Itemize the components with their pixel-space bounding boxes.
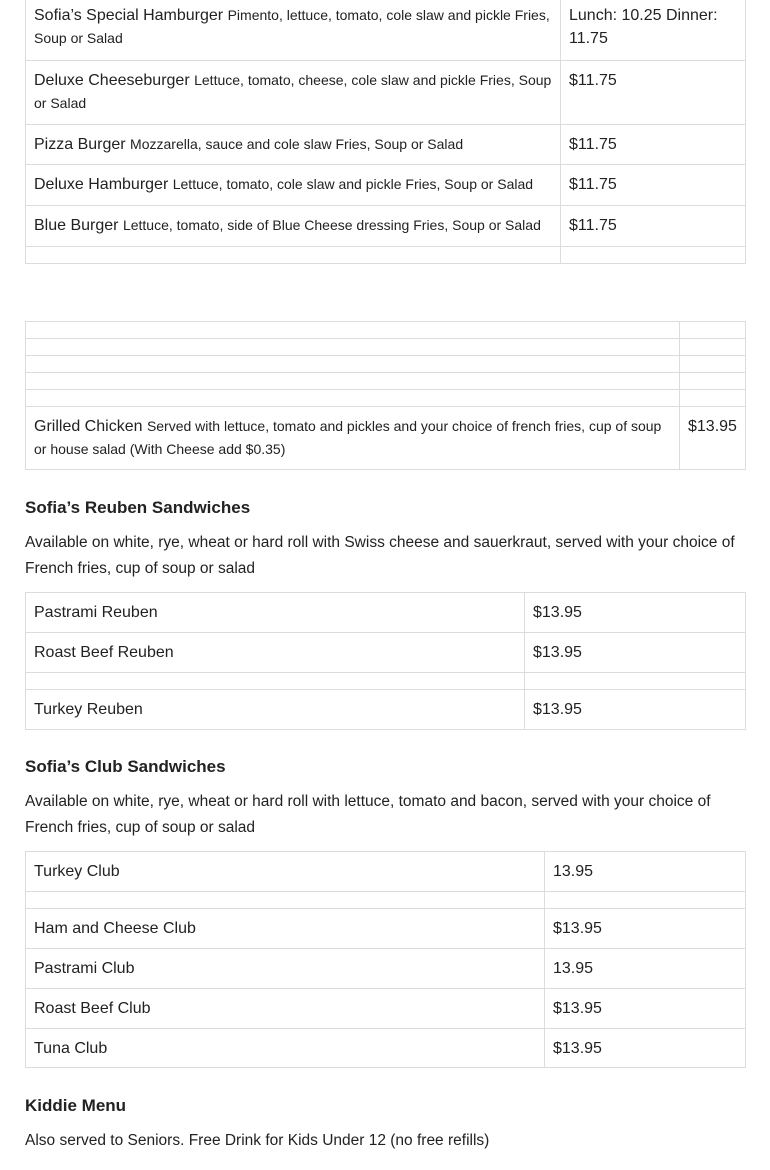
menu-item-name: Deluxe Cheeseburger	[34, 72, 190, 89]
section-heading-kiddie: Kiddie Menu	[25, 1096, 127, 1115]
menu-item-price: $11.75	[561, 165, 746, 206]
section-heading-reuben: Sofia’s Reuben Sandwiches	[25, 498, 251, 517]
menu-item-cell	[26, 0, 561, 61]
menu-item-cell	[26, 61, 561, 125]
menu-item-name: Blue Burger	[34, 217, 119, 234]
menu-item-description: Lettuce, tomato, cheese, cole slaw and pickle Fries, Soup or Salad	[34, 72, 552, 111]
section-intro-club: Available on white, rye, wheat or hard roll with lettuce, tomato and bacon, served with your choice of French fries, cup of soup or salad	[25, 793, 711, 836]
reuben-table	[25, 592, 746, 730]
menu-item-cell	[26, 407, 680, 470]
table-row	[26, 909, 746, 949]
menu-item-description: Pimento, lettuce, tomato, cole slaw and pickle Fries, Soup or Salad	[34, 7, 550, 46]
menu-item-price: $13.95	[525, 690, 746, 730]
menu-item-name: Pastrami Club	[26, 949, 545, 989]
menu-item-name: Roast Beef Club	[26, 989, 545, 1029]
table-row	[26, 165, 746, 206]
club-table	[25, 851, 746, 1068]
table-row	[26, 407, 746, 470]
menu-item-price: 13.95	[545, 949, 746, 989]
empty-row	[26, 356, 746, 373]
menu-item-price: $13.95	[545, 909, 746, 949]
table-row	[26, 1029, 746, 1068]
table-row	[26, 206, 746, 247]
table-row	[26, 0, 746, 61]
menu-item-price: $11.75	[561, 125, 746, 165]
menu-item-name: Pizza Burger	[34, 136, 126, 153]
menu-item-name: Deluxe Hamburger	[34, 176, 169, 193]
menu-item-price: Lunch: 10.25 Dinner: 11.75	[561, 0, 746, 61]
menu-item-name: Roast Beef Reuben	[26, 633, 525, 673]
table-row	[26, 633, 746, 673]
menu-item-price: $11.75	[561, 61, 746, 125]
menu-item-price: $13.95	[545, 989, 746, 1029]
menu-item-description: Lettuce, tomato, cole slaw and pickle Fries, Soup or Salad	[172, 176, 534, 192]
menu-item-price: 13.95	[545, 852, 746, 892]
menu-item-description: Served with lettuce, tomato and pickles and your choice of french fries, cup of soup or house salad (With Cheese add $0.35)	[34, 418, 662, 457]
empty-row	[26, 390, 746, 407]
menu-item-price: $11.75	[561, 206, 746, 247]
menu-item-description: Mozzarella, sauce and cole slaw Fries, Soup or Salad	[130, 136, 464, 152]
menu-item-name: Grilled Chicken	[34, 418, 143, 435]
menu-item-cell	[26, 165, 561, 206]
menu-item-name: Tuna Club	[26, 1029, 545, 1068]
section-heading-club: Sofia’s Club Sandwiches	[25, 757, 226, 776]
section-intro-reuben: Available on white, rye, wheat or hard roll with Swiss cheese and sauerkraut, served with your choice of French fries, cup of soup or salad	[25, 534, 735, 577]
table-row	[26, 989, 746, 1029]
menu-item-name: Pastrami Reuben	[26, 593, 525, 633]
table-row	[26, 61, 746, 125]
menu-item-name: Sofia’s Special Hamburger	[34, 7, 224, 24]
empty-row	[26, 673, 746, 690]
table-row	[26, 949, 746, 989]
menu-item-description: Lettuce, tomato, side of Blue Cheese dressing Fries, Soup or Salad	[122, 217, 541, 233]
empty-row	[26, 339, 746, 356]
menu-item-name: Ham and Cheese Club	[26, 909, 545, 949]
burgers-table	[25, 0, 746, 264]
empty-row	[26, 322, 746, 339]
menu-item-cell	[26, 206, 561, 247]
table-row	[26, 690, 746, 730]
menu-item-price: $13.95	[525, 593, 746, 633]
empty-row	[26, 247, 746, 264]
menu-item-cell	[26, 125, 561, 165]
menu-item-price: $13.95	[545, 1029, 746, 1068]
empty-row	[26, 892, 746, 909]
table-row	[26, 593, 746, 633]
menu-item-price: $13.95	[525, 633, 746, 673]
table-row	[26, 125, 746, 165]
menu-item-price: $13.95	[680, 407, 746, 470]
table-row	[26, 852, 746, 892]
menu-item-name: Turkey Reuben	[26, 690, 525, 730]
section-intro-kiddie: Also served to Seniors. Free Drink for Kids Under 12 (no free refills)	[25, 1132, 490, 1149]
menu-item-name: Turkey Club	[26, 852, 545, 892]
chicken-table	[25, 321, 746, 470]
empty-row	[26, 373, 746, 390]
